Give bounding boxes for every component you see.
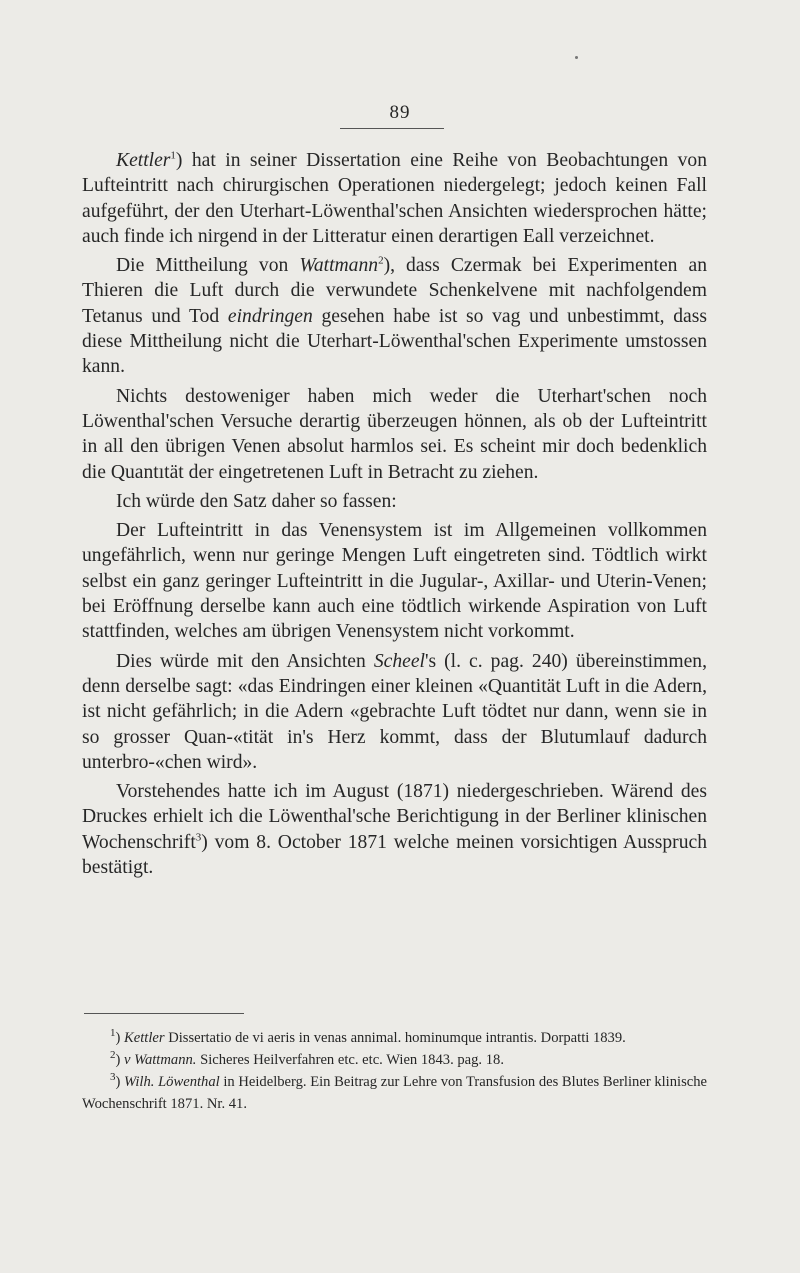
- paragraph-text: Dies würde mit den Ansichten: [116, 650, 374, 672]
- footnote-text: Dissertatio de vi aeris in venas annimal. hominumque intrantis. Dorpatti 1839.: [164, 1030, 626, 1046]
- paragraph-4: [82, 489, 707, 514]
- paragraph-text: Nichts destoweniger haben mich weder die Uterhart'schen noch Löwenthal'schen Versuche derartig überzeugen hönnen, als ob der Lufteintritt in all den übrigen Venen absolut harmlos sei. Es scheint mir doch bedenklich die Quantıtät der eingetretenen Luft in Betracht zu ziehen.: [82, 385, 707, 483]
- footnote-author: Wilh. Löwenthal: [124, 1074, 220, 1090]
- page-number-rule: [340, 128, 444, 129]
- paragraph-text: 's (l. c. pag. 240) übereinstimmen, denn derselbe sagt: «das Eindringen einer kleinen «Quantität Luft in die Adern, ist nicht gefährlich; in die Adern «gebrachte Luft tödtet nur dann, wenn sie in so grosser Quan-«tität in's Herz kommt, dass der Blutumlauf dadurch unterbro-«chen wird».: [82, 650, 707, 773]
- paragraph-text: Der Lufteintritt in das Venensystem ist im Allgemeinen vollkommen ungefährlich, wenn nur geringe Mengen Luft eingetreten sind. Tödtlich wirkt selbst ein ganz geringer Lufteintritt in die Jugular-, Axillar- und Uterin-Venen; bei Eröffnung derselbe kann auch eine tödtlich wirkende Aspiration von Luft stattfinden, welches am übrigen Venensystem nicht vorkommt.: [82, 520, 707, 643]
- footnote-author: Kettler: [124, 1030, 165, 1046]
- paragraph-2: [82, 253, 707, 379]
- footnote-3: $^3$) Wilh. Löwenthal in Heidelberg. Ein Beitrag zur Lehre von Transfusion des Blutes Berliner klinische Wochenschrift 1871. Nr. 41.: [82, 1071, 708, 1112]
- footnote-mark: 1: [110, 1027, 116, 1040]
- paragraph-text: Vorstehendes hatte ich im August (1871) niedergeschrieben. Wärend des Druckes erhielt ich die Löwenthal'sche Berichtigung in der Berliner klinischen Wochenschrift: [82, 781, 707, 853]
- footnote-text: Sicheres Heilverfahren etc. etc. Wien 1843. pag. 18.: [196, 1052, 504, 1068]
- footnote-ref: 1: [170, 149, 176, 162]
- footnotes: [82, 1027, 707, 1115]
- footnote-mark: 2: [110, 1049, 116, 1062]
- footnote-rule: [84, 1013, 244, 1014]
- paragraph-5: [82, 518, 707, 644]
- paragraph-1: [82, 148, 707, 249]
- paragraph-text: ) vom 8. October 1871 welche meinen vorsichtigen Ausspruch bestätigt.: [82, 831, 707, 879]
- author-name: Wattmann: [299, 255, 379, 277]
- paragraph-text: gesehen habe ist so vag und unbestimmt, dass diese Mittheilung nicht die Uterhart-Löwenthal'schen Experimente umstossen kann.: [82, 305, 707, 378]
- paragraph-text: ), dass Czermak bei Experimenten an Thieren die Luft durch die verwundete Schenkelvene mit nachfolgendem Tetanus und Tod: [82, 255, 707, 327]
- author-name: Scheel: [373, 650, 425, 672]
- author-name: Kettler: [116, 150, 171, 171]
- page-number: 89: [389, 102, 411, 123]
- footnote-2: $^2$) v Wattmann. Sicheres Heilverfahren etc. etc. Wien 1843. pag. 18.: [110, 1049, 504, 1068]
- emphasis: eindringen: [227, 305, 313, 327]
- paragraph-7: [82, 779, 707, 880]
- paper-speck: [575, 56, 578, 59]
- footnote-text: in Heidelberg. Ein Beitrag zur Lehre von Transfusion des Blutes Berliner klinische Wochenschrift 1871. Nr. 41.: [82, 1074, 708, 1112]
- footnote-1: $^1$) Kettler Dissertatio de vi aeris in venas annimal. hominumque intrantis. Dorpatti 1839.: [110, 1027, 626, 1046]
- paragraph-text: ) hat in seiner Dissertation eine Reihe von Beobachtungen von Lufteintritt nach chirurgischen Operationen niedergelegt; jedoch keinen Fall aufgeführt, der den Uterhart-Löwenthal'schen Ansichten wiedersprochen hätte; auch finde ich nirgend in der Litteratur einen derartigen Eall verzeichnet.: [82, 150, 707, 247]
- paragraph-text: Die Mittheilung von: [116, 255, 300, 277]
- paragraph-6: [82, 649, 707, 775]
- footnote-ref: 3: [195, 831, 202, 844]
- footnote-author: v Wattmann.: [124, 1052, 197, 1068]
- footnote-mark: 3: [110, 1071, 116, 1084]
- paragraph-text: Ich würde den Satz daher so fassen:: [116, 490, 397, 512]
- body-text: [82, 148, 707, 884]
- footnote-ref: 2: [378, 254, 384, 267]
- paragraph-3: [82, 384, 707, 485]
